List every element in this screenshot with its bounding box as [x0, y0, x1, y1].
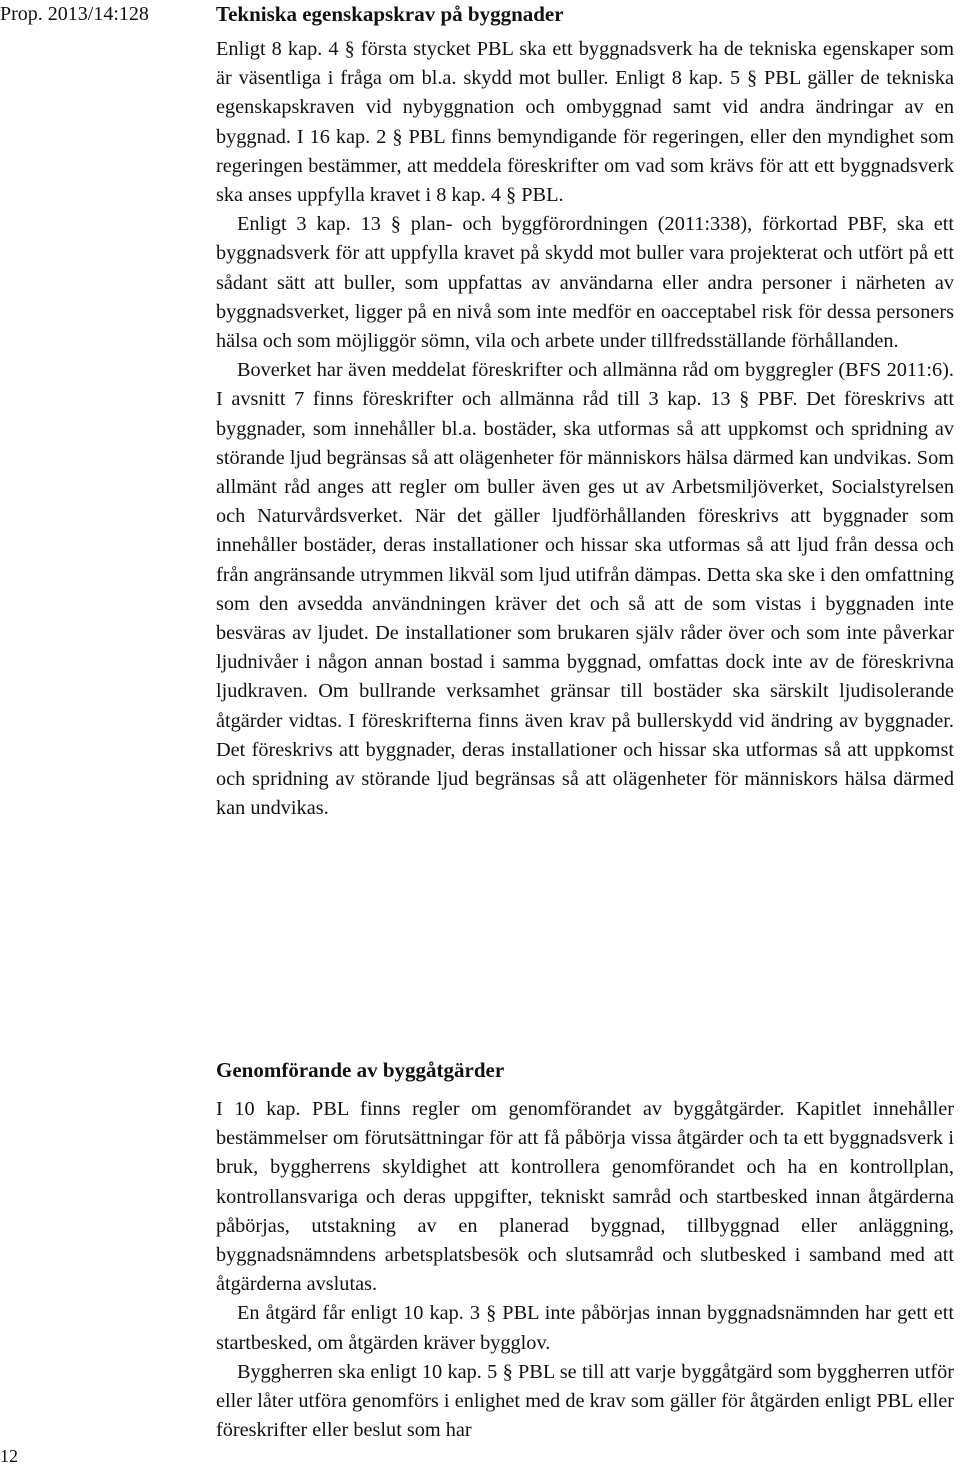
- section-technical-requirements: [216, 35, 954, 823]
- paragraph: Boverket har även meddelat föreskrifter och allmänna råd om byggregler (BFS 2011:6). I avsnitt 7 finns föreskrifter och allmänna råd till 3 kap. 13 § PBF. Det föreskrivs att byggnader, som innehåller bl.a. bostäder, ska utformas så att uppkomst och spridning av störande ljud begränsas så att olägenheter för människors hälsa därmed kan undvikas. Som allmänt råd anges att regler om buller även ges ut av Arbetsmiljöverket, Socialstyrelsen och Naturvårdsverket. När det gäller ljudförhållanden föreskrivs att byggnader som innehåller bostäder, deras installationer och hissar ska utformas så att ljud från dessa och från angränsande utrymmen likväl som ljud utifrån dämpas. Detta ska ske i den omfattning som den avsedda användningen kräver det och så att de som vistas i byggnaden inte besväras av ljudet. De installationer som brukaren själv råder över och som inte påverkar ljudnivåer i någon annan bostad i samma byggnad, omfattas dock inte av de föreskrivna ljudkraven. Om bullrande verksamhet gränsar till bostäder ska särskilt ljudisolerande åtgärder vidtas. I föreskrifterna finns även krav på bullerskydd vid ändring av byggnader. Det föreskrivs att byggnader, deras installationer och hissar ska utformas så att uppkomst och spridning av störande ljud begränsas så att olägenheter för människors hälsa därmed kan undvikas.: [216, 359, 954, 820]
- paragraph: Enligt 3 kap. 13 § plan- och byggförordningen (2011:338), förkortad PBF, ska ett byggnadsverk för att uppfylla kravet på skydd mot buller vara projekterat och utfört på ett sådant sätt att buller, som uppfattas av användarna eller andra personer i närheten av byggnadsverket, ligger på en nivå som inte medför en oacceptabel risk för dessa personers hälsa och som möjliggör sömn, vila och arbete under tillfredsställande förhållanden.: [216, 213, 954, 353]
- section-heading-construction-measures: Genomförande av byggåtgärder: [216, 1058, 505, 1082]
- section-construction-measures: [216, 1095, 954, 1445]
- paragraph: Enligt 8 kap. 4 § första stycket PBL ska ett byggnadsverk ha de tekniska egenskaper som är väsentliga i fråga om bl.a. skydd mot buller. Enligt 8 kap. 5 § PBL gäller de tekniska egenskapskraven vid nybyggnation och ombyggnad samt vid andra ändringar av en byggnad. I 16 kap. 2 § PBL finns bemyndigande för regeringen, eller den myndighet som regeringen bestämmer, att meddela föreskrifter om vad som krävs för att ett byggnadsverk ska anses uppfylla kravet i 8 kap. 4 § PBL.: [216, 38, 954, 207]
- page-number: 12: [0, 1446, 18, 1466]
- paragraph: I 10 kap. PBL finns regler om genomförandet av byggåtgärder. Kapitlet innehåller bestämmelser om förutsättningar för att få påbörja vissa åtgärder och ta ett byggnadsverk i bruk, byggherrens skyldighet att kontrollera genomförandet och ha en kontrollplan, kontrollansvariga och deras uppgifter, tekniskt samråd och startbesked innan åtgärderna påbörjas, utstakning av en planerad byggnad, tillbyggnad eller anläggning, byggnadsnämndens arbetsplatsbesök och slutsamråd och slutbesked i samband med att åtgärderna avslutas.: [216, 1098, 954, 1296]
- paragraph: En åtgärd får enligt 10 kap. 3 § PBL inte påbörjas innan byggnadsnämnden har gett ett startbesked, om åtgärden kräver bygglov.: [216, 1302, 954, 1354]
- running-header: Prop. 2013/14:128: [0, 3, 149, 25]
- paragraph: Byggherren ska enligt 10 kap. 5 § PBL se till att varje byggåtgärd som byggherren utför eller låter utföra genomförs i enlighet med de krav som gäller för åtgärden enligt PBL eller föreskrifter eller beslut som har: [216, 1360, 954, 1442]
- section-heading-technical-requirements: Tekniska egenskapskrav på byggnader: [216, 2, 564, 26]
